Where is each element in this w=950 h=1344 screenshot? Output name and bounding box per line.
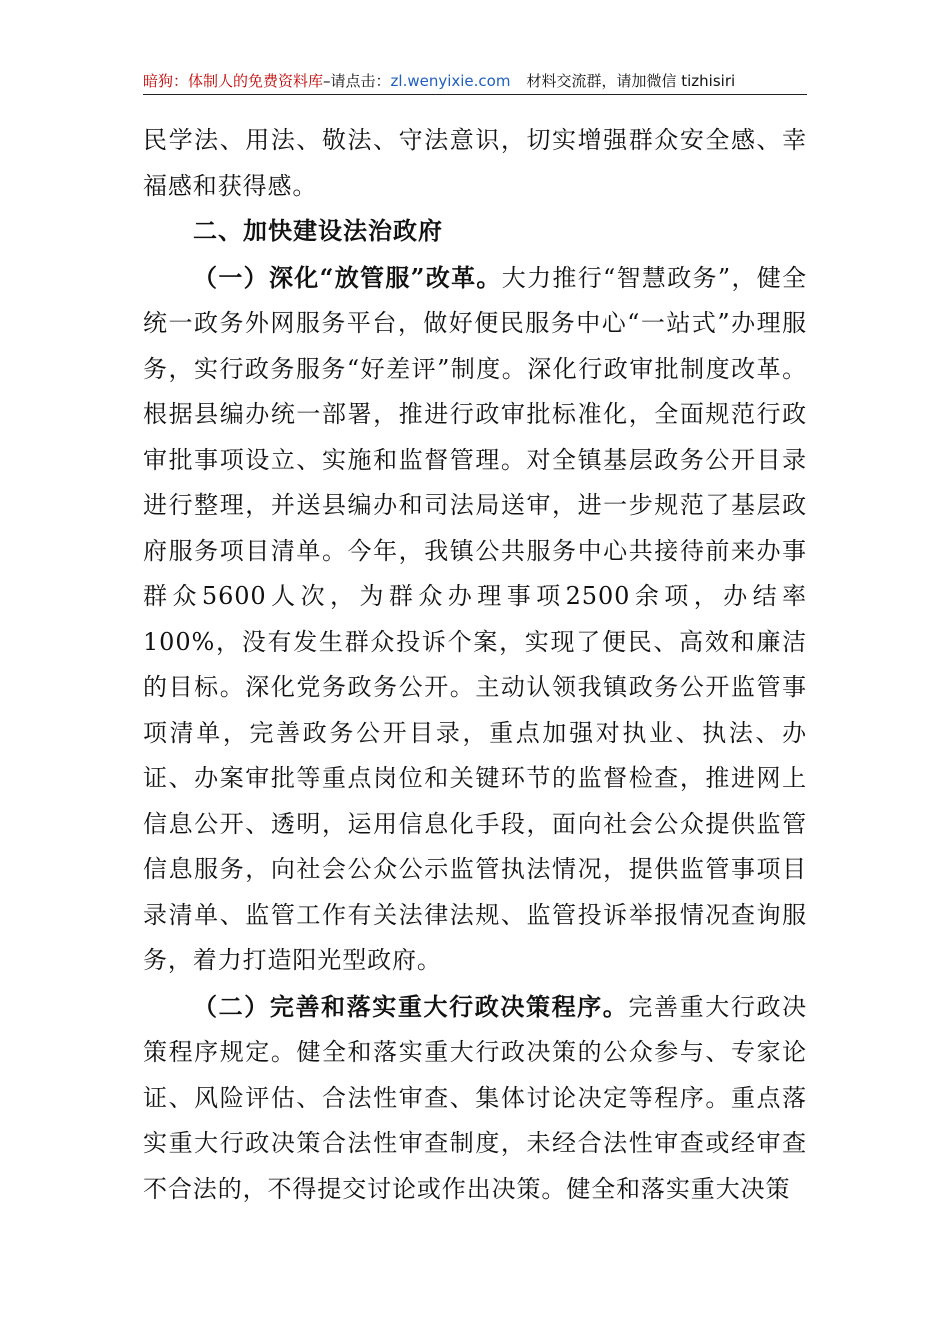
document-body xyxy=(143,118,807,1212)
paragraph-continuation: 民学法、用法、敬法、守法意识，切实增强群众安全感、幸福感和获得感。 xyxy=(143,126,807,200)
paragraph-subsection-2 xyxy=(143,984,807,1213)
header-brand: 暗狗：体制人的免费资料库 xyxy=(143,72,324,90)
section-heading: 二、加快建设法治政府 xyxy=(193,217,443,245)
page-header xyxy=(143,70,807,94)
paragraph-subsection-1 xyxy=(143,255,807,984)
header-prompt: –请点击： xyxy=(323,72,391,90)
subsection-2-text: 完善重大行政决策程序规定。健全和落实重大行政决策的公众参与、专家论证、风险评估、合法性审查、集体讨论决定等程序。重点落实重大行政决策合法性审查制度，未经合法性审查或经审查不合法的，不得提交讨论或作出决策。健全和落实重大决策 xyxy=(143,992,807,1203)
subsection-2-lead: （二）完善和落实重大行政决策程序。 xyxy=(193,991,629,1021)
subsection-1-lead: （一）深化“放管服”改革。 xyxy=(193,262,502,292)
header-url-link[interactable]: zl.wenyixie.com xyxy=(390,72,511,90)
header-divider xyxy=(143,94,807,95)
header-wechat-note: 材料交流群，请加微信 tizhisiri xyxy=(526,72,736,90)
subsection-1-text: 大力推行“智慧政务”，健全统一政务外网服务平台，做好便民服务中心“一站式”办理服务，实行政务服务“好差评”制度。深化行政审批制度改革。根据县编办统一部署，推进行政审批标准化，全面规范行政审批事项设立、实施和监督管理。对全镇基层政务公开目录进行整理，并送县编办和司法局送审，进一步规范了基层政府服务项目清单。今年，我镇公共服务中心共接待前来办事群众5600人次，为群众办理事项2500余项，办结率100%，没有发生群众投诉个案，实现了便民、高效和廉洁的目标。深化党务政务公开。主动认领我镇政务公开监管事项清单，完善政务公开目录，重点加强对执业、执法、办证、办案审批等重点岗位和关键环节的监督检查，推进网上信息公开、透明，运用信息化手段，面向社会公众提供监管信息服务，向社会公众公示监管执法情况，提供监管事项目录清单、监管工作有关法律法规、监管投诉举报情况查询服务，着力打造阳光型政府。 xyxy=(143,263,807,974)
